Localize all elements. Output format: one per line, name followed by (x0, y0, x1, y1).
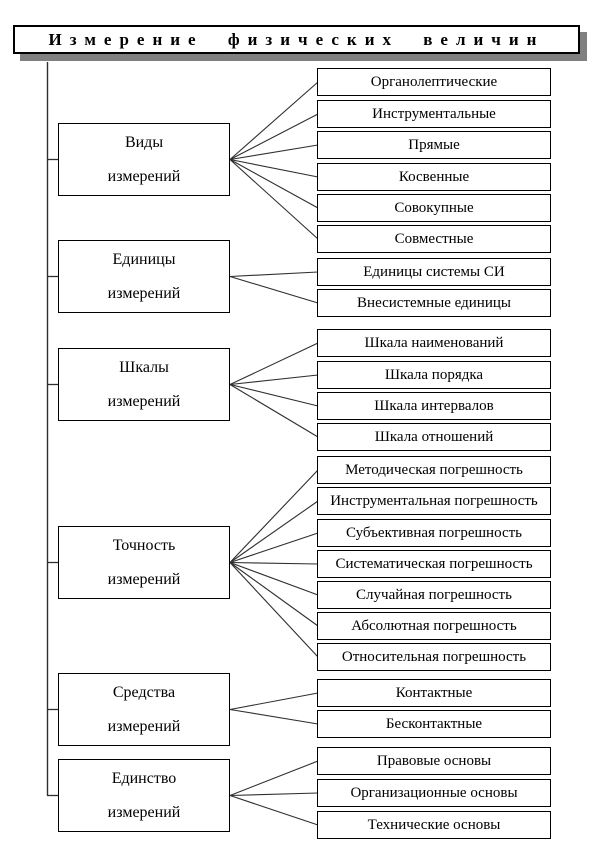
leaf-label: Организационные основы (350, 784, 518, 801)
leaf-label: Субъективная погрешность (345, 524, 523, 541)
leaf-label: Инструментальные (372, 105, 496, 122)
leaf-label: Единицы системы СИ (363, 263, 505, 280)
leaf-label: Технические основы (367, 816, 501, 833)
leaf-label: Внесистемные единицы (357, 294, 511, 311)
leaf-box (317, 329, 551, 357)
category-label-line1: Единицы (112, 250, 176, 268)
category-shkaly-izmereniy (58, 348, 230, 421)
leaf-box (317, 361, 551, 389)
leaf-label: Шкала порядка (384, 366, 484, 383)
leaf-label: Прямые (408, 136, 460, 153)
leaf-box (317, 392, 551, 420)
leaf-box (317, 423, 551, 451)
category-label-line2: измерений (107, 803, 181, 821)
leaf-box (317, 550, 551, 578)
leaf-label: Совокупные (394, 199, 474, 216)
leaf-label: Методическая погрешность (345, 461, 523, 478)
leaf-box (317, 612, 551, 640)
leaf-label: Косвенные (398, 168, 470, 185)
category-label-line2: измерений (107, 284, 181, 302)
diagram-title-text: Измерение физических величин (48, 29, 545, 49)
category-label-line1: Виды (124, 133, 164, 151)
category-edinstvo-izmereniy (58, 759, 230, 832)
leaf-box (317, 779, 551, 807)
leaf-box (317, 519, 551, 547)
leaf-label: Случайная погрешность (356, 586, 512, 603)
category-label-line2: измерений (107, 392, 181, 410)
leaf-box (317, 289, 551, 317)
leaf-box (317, 194, 551, 222)
leaf-label: Шкала интервалов (374, 397, 494, 414)
leaf-box (317, 487, 551, 515)
leaf-box (317, 100, 551, 128)
leaf-box (317, 456, 551, 484)
leaf-box (317, 68, 551, 96)
leaf-label: Относительная погрешность (341, 648, 527, 665)
category-label-line2: измерений (107, 167, 181, 185)
leaf-label: Бесконтактные (385, 715, 483, 732)
leaf-label: Абсолютная погрешность (351, 617, 517, 634)
leaf-box (317, 747, 551, 775)
category-tochnost-izmereniy (58, 526, 230, 599)
leaf-label: Правовые основы (376, 752, 492, 769)
category-label-line1: Средства (112, 683, 176, 701)
category-sredstva-izmereniy (58, 673, 230, 746)
leaf-label: Инструментальная погрешность (330, 492, 538, 509)
leaf-box (317, 643, 551, 671)
leaf-box (317, 679, 551, 707)
leaf-label: Контактные (395, 684, 473, 701)
leaf-box (317, 710, 551, 738)
leaf-box (317, 163, 551, 191)
leaf-label: Органолептические (370, 73, 498, 90)
category-edinitsy-izmereniy (58, 240, 230, 313)
category-label-line1: Точность (112, 536, 176, 554)
leaf-label: Шкала отношений (374, 428, 494, 445)
category-vidy-izmereniy (58, 123, 230, 196)
leaf-box (317, 581, 551, 609)
category-label-line1: Единство (111, 769, 177, 787)
leaf-label: Шкала наименований (364, 334, 504, 351)
leaf-box (317, 811, 551, 839)
leaf-box (317, 225, 551, 253)
leaf-label: Систематическая погрешность (335, 555, 533, 572)
leaf-label: Совместные (394, 230, 474, 247)
diagram-title (13, 25, 580, 54)
category-label-line2: измерений (107, 717, 181, 735)
leaf-box (317, 258, 551, 286)
category-label-line1: Шкалы (119, 358, 169, 376)
category-label-line2: измерений (107, 570, 181, 588)
leaf-box (317, 131, 551, 159)
